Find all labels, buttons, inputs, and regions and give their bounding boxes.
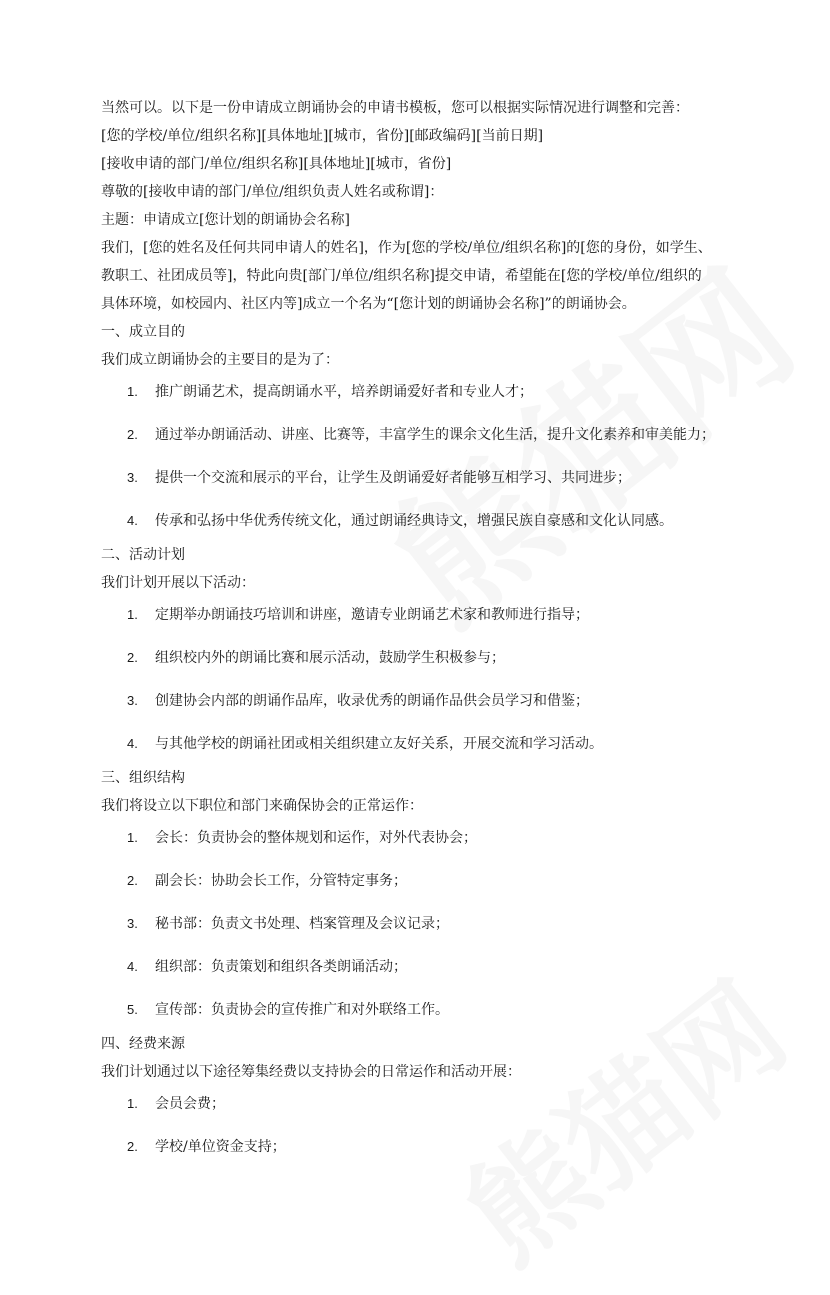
list-number: 1. <box>127 830 138 845</box>
salutation: 尊敬的[接收申请的部门/单位/组织负责人姓名或称谓]： <box>101 184 444 200</box>
subject-line: 主题：申请成立[您计划的朗诵协会名称] <box>101 212 350 228</box>
intro-text: 当然可以。以下是一份申请成立朗诵协会的申请书模板，您可以根据实际情况进行调整和完善： <box>101 100 689 116</box>
sender-line: [您的学校/单位/组织名称][具体地址][城市，省份][邮政编码][当前日期] <box>101 128 544 144</box>
section-lead: 我们成立朗诵协会的主要目的是为了： <box>101 352 339 368</box>
numbered-list <box>101 822 741 1028</box>
section-lead: 我们计划开展以下活动： <box>101 575 255 591</box>
body-paragraph-line: 具体环境，如校园内、社区内等]成立一个名为“[您计划的朗诵协会名称]”的朗诵协会。 <box>101 296 636 312</box>
list-item <box>101 728 741 762</box>
body-paragraph-line: 教职工、社团成员等]，特此向贵[部门/单位/组织名称]提交申请，希望能在[您的学校/单位/组织的 <box>101 268 702 284</box>
section-lead: 我们计划通过以下途径筹集经费以支持协会的日常运作和活动开展： <box>101 1064 521 1080</box>
section-heading: 四、经费来源 <box>101 1036 185 1052</box>
body-paragraph-line: 我们，[您的姓名及任何共同申请人的姓名]，作为[您的学校/单位/组织名称]的[您的身份，如学生、 <box>101 240 712 256</box>
section-heading: 二、活动计划 <box>101 547 185 563</box>
numbered-list <box>101 599 741 762</box>
list-item <box>101 685 741 719</box>
list-text: 宣传部：负责协会的宣传推广和对外联络工作。 <box>155 1002 449 1018</box>
numbered-list <box>101 376 741 539</box>
numbered-list <box>101 1088 741 1165</box>
list-text: 通过举办朗诵活动、讲座、比赛等，丰富学生的课余文化生活，提升文化素养和审美能力； <box>155 427 715 443</box>
list-text: 会长：负责协会的整体规划和运作，对外代表协会； <box>155 830 477 846</box>
list-item <box>101 376 741 410</box>
section-heading: 一、成立目的 <box>101 324 185 340</box>
list-text: 会员会费； <box>155 1096 225 1112</box>
list-number: 5. <box>127 1002 138 1017</box>
list-number: 1. <box>127 607 138 622</box>
list-text: 副会长：协助会长工作，分管特定事务； <box>155 873 407 889</box>
list-item <box>101 599 741 633</box>
list-text: 秘书部：负责文书处理、档案管理及会议记录； <box>155 916 449 932</box>
list-text: 与其他学校的朗诵社团或相关组织建立友好关系，开展交流和学习活动。 <box>155 736 603 752</box>
list-item <box>101 908 741 942</box>
list-text: 提供一个交流和展示的平台，让学生及朗诵爱好者能够互相学习、共同进步； <box>155 470 631 486</box>
list-number: 2. <box>127 427 138 442</box>
section-lead: 我们将设立以下职位和部门来确保协会的正常运作： <box>101 798 423 814</box>
list-item <box>101 865 741 899</box>
list-text: 推广朗诵艺术，提高朗诵水平，培养朗诵爱好者和专业人才； <box>155 384 533 400</box>
list-text: 学校/单位资金支持； <box>155 1139 286 1155</box>
list-number: 2. <box>127 650 138 665</box>
list-text: 定期举办朗诵技巧培训和讲座，邀请专业朗诵艺术家和教师进行指导； <box>155 607 589 623</box>
list-number: 3. <box>127 916 138 931</box>
section-heading: 三、组织结构 <box>101 770 185 786</box>
list-item <box>101 462 741 496</box>
list-number: 4. <box>127 959 138 974</box>
list-number: 1. <box>127 384 138 399</box>
list-number: 1. <box>127 1096 138 1111</box>
list-number: 2. <box>127 1139 138 1154</box>
list-text: 传承和弘扬中华优秀传统文化，通过朗诵经典诗文，增强民族自豪感和文化认同感。 <box>155 513 673 529</box>
list-number: 3. <box>127 470 138 485</box>
list-number: 4. <box>127 736 138 751</box>
list-number: 2. <box>127 873 138 888</box>
list-item <box>101 822 741 856</box>
list-item <box>101 1131 741 1165</box>
list-item <box>101 951 741 985</box>
list-item <box>101 994 741 1028</box>
list-number: 4. <box>127 513 138 528</box>
list-item <box>101 1088 741 1122</box>
list-item <box>101 642 741 676</box>
document-body <box>101 94 741 1167</box>
list-text: 创建协会内部的朗诵作品库，收录优秀的朗诵作品供会员学习和借鉴； <box>155 693 589 709</box>
list-item <box>101 419 741 453</box>
recipient-line: [接收申请的部门/单位/组织名称][具体地址][城市，省份] <box>101 156 452 172</box>
list-text: 组织部：负责策划和组织各类朗诵活动； <box>155 959 407 975</box>
list-item <box>101 505 741 539</box>
list-text: 组织校内外的朗诵比赛和展示活动，鼓励学生积极参与； <box>155 650 505 666</box>
list-number: 3. <box>127 693 138 708</box>
